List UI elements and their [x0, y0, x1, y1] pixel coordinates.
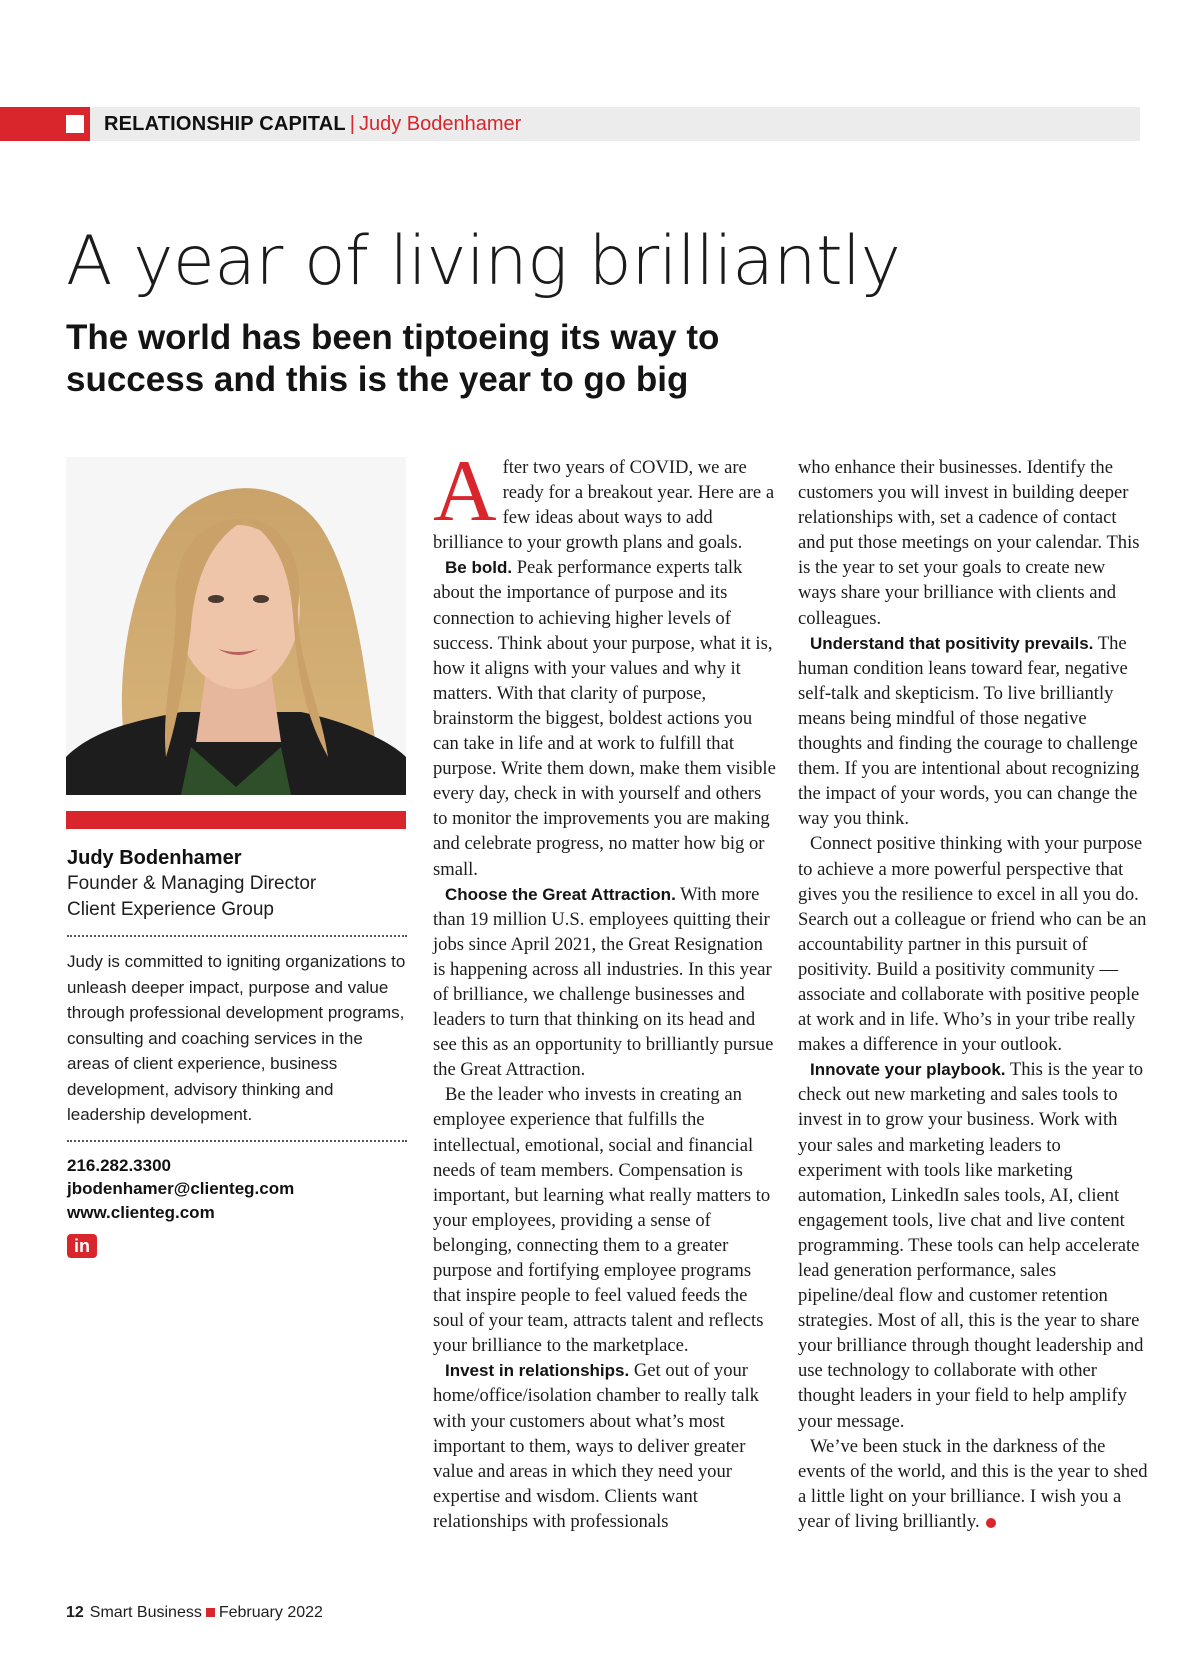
dotted-divider [67, 1140, 407, 1142]
publication-name: Smart Business [89, 1604, 202, 1621]
article-paragraph: Invest in relationships. Get out of your home/office/isolation chamber to really talk with your customers about what’s most important to them, ways to deliver greater value and areas in which they need your expertise and wisdom. Clients want relationships with professionals [433, 1360, 759, 1532]
section-label: RELATIONSHIP CAPITAL [104, 113, 346, 135]
article-paragraph-continued: who enhance their businesses. Identify the customers you will invest in building deeper relationships with, set a cadence of contact and put those meetings on your calendar. This is the year to set your goals to create new ways share your brilliance with clients and colleagues. [798, 457, 1140, 629]
end-mark-icon [986, 1518, 996, 1528]
article-paragraph: Be bold. Peak performance experts talk about the importance of purpose and its connection to achieving higher levels of success. Think about your purpose, what it is, how it aligns with your values and why it matters. With that clarity of purpose, brainstorm the biggest, boldest actions you can take in life and at work to fulfill that purpose. Write them down, make them visible every day, check in with yourself and others to monitor the improvements you are making and celebrate progress, no matter how big or small. [433, 557, 776, 880]
author-name: Judy Bodenhamer [67, 847, 242, 869]
author-title: Founder & Managing Director [67, 873, 317, 894]
paragraph-lead: Innovate your playbook. [810, 1060, 1006, 1080]
author-company: Client Experience Group [67, 899, 274, 920]
header-separator: | [349, 113, 355, 135]
author-photo [66, 457, 406, 795]
author-portrait-illustration [66, 457, 406, 795]
author-bio: Judy is committed to igniting organizations to unleash deeper impact, purpose and value through professional development programs, consulting and coaching services in the areas of client experience, business development, advisory thinking and leadership development. [67, 952, 406, 1124]
article-paragraph: Connect positive thinking with your purpose to achieve a more powerful perspective that gives you the resilience to excel in all you do. Search out a colleague or friend who can be an accountability partner in this pursuit of positivity. Build a positivity community — associate and collaborate with positive people at work and in life. Who’s in your tribe really makes a difference in your outlook. [798, 833, 1147, 1056]
article-column-1 [433, 443, 778, 1534]
paragraph-lead: Be bold. [445, 558, 513, 578]
author-phone: 216.282.3300 [67, 1155, 171, 1175]
author-email[interactable]: jbodenhamer@clienteg.com [67, 1179, 295, 1198]
page-footer [66, 1603, 323, 1623]
article-column-2 [798, 455, 1148, 1534]
author-sidebar [67, 845, 407, 1258]
paragraph-lead: Invest in relationships. [445, 1361, 630, 1381]
issue-date: February 2022 [218, 1604, 323, 1621]
footer-square-icon [206, 1608, 215, 1617]
article-paragraph: Be the leader who invests in creating an employee experience that fulfills the intellectual, emotional, social and financial needs of team members. Compensation is important, but learning what really matters to your employees, providing a sense of belonging, connecting them to a greater purpose and fortifying employee programs that inspire people to feel valued feeds the soul of your team, attracts talent and reflects your brilliance to the marketplace. [433, 1084, 771, 1357]
drop-cap: A [433, 443, 497, 540]
article-paragraph: Innovate your playbook. This is the year to check out new marketing and sales tools to invest in to grow your business. Work with your sales and marketing leaders to experiment with tools like marketing automation, LinkedIn sales tools, AI, client engagement tools, live chat and live content programming. These tools can help accelerate lead generation performance, sales pipeline/deal flow and customer retention strategies. Most of all, this is the year to share your brilliance through thought leadership and use technology to collaborate with other thought leaders in your field to help amplify your message. [798, 1059, 1144, 1432]
page-number: 12 [66, 1604, 84, 1621]
article-title: A year of living brilliantly [66, 222, 901, 301]
header-square-icon [66, 115, 84, 133]
section-header [104, 112, 521, 136]
header-author: Judy Bodenhamer [359, 113, 522, 135]
article-paragraph: Understand that positivity prevails. The human condition leans toward fear, negative self-talk and skepticism. To live brilliantly means being mindful of those negative thoughts and finding the courage to challenge them. If you are intentional about recognizing the impact of your words, you can change the way you think. [798, 632, 1140, 830]
dotted-divider [67, 935, 407, 937]
paragraph-lead: Understand that positivity prevails. [810, 633, 1094, 653]
article-dek: The world has been tiptoeing its way to success and this is the year to go big [66, 318, 720, 399]
sidebar-red-bar [66, 811, 406, 829]
linkedin-icon[interactable]: in [67, 1234, 97, 1258]
author-website[interactable]: www.clienteg.com [67, 1202, 215, 1222]
article-paragraph: Choose the Great Attraction. With more than 19 million U.S. employees quitting their jobs since April 2021, the Great Resignation is happening across all industries. In this year of brilliance, we challenge businesses and leaders to turn that thinking on its head and see this as an opportunity to brilliantly pursue the Great Attraction. [433, 883, 774, 1081]
paragraph-lead: Choose the Great Attraction. [445, 884, 676, 904]
article-paragraph: After two years of COVID, we are ready for a breakout year. Here are a few ideas about ways to add brilliance to your growth plans and goals. [433, 443, 775, 554]
article-paragraph: We’ve been stuck in the darkness of the events of the world, and this is the year to shed a little light on your brilliance. I wish you a year of living brilliantly. [798, 1435, 1148, 1532]
